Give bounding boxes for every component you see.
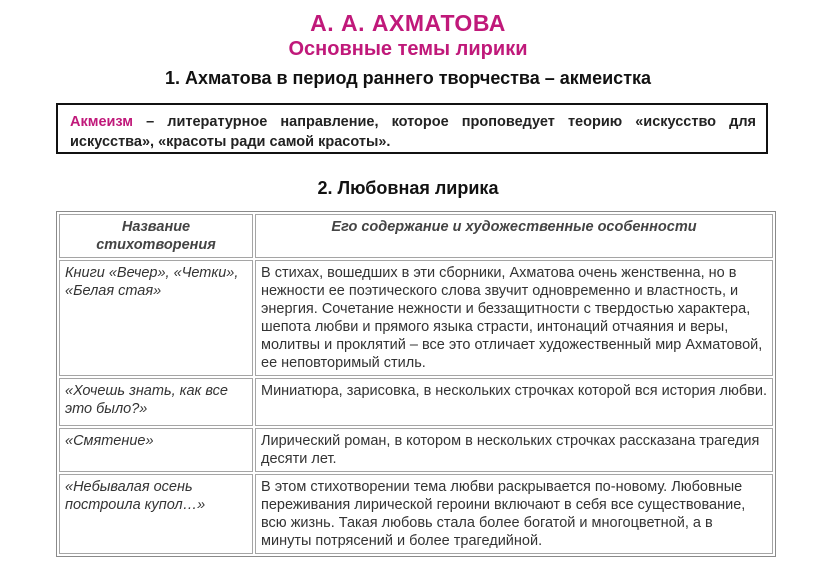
- description-cell: В стихах, вошедших в эти сборники, Ахматова очень женственна, но в нежности ее поэтического слова звучит одновременно и властность, и энергия. Сочетание нежности и беззащитности с твердостью характера, шепота любви и прямого языка страсти, интонаций отчаяния и веры, молитвы и проклятий – все это отличает художественный мир Ахматовой, ее неповторимый стиль.: [255, 260, 773, 376]
- table-header-row: [59, 214, 773, 258]
- poem-title-cell: «Хочешь знать, как все это было?»: [59, 378, 253, 426]
- definition-text: – литературное направление, которое проповедует теорию «искусство для искусства», «красоты ради самой красоты».: [70, 114, 756, 150]
- page-subtitle: Основные темы лирики: [288, 38, 528, 60]
- description-cell: В этом стихотворении тема любви раскрывается по-новому. Любовные переживания лирической героини включают в себя все существование, всю жизнь. Такая любовь стала более богатой и многоцветной, а в минуты потрясений и более трагедийной.: [255, 474, 773, 554]
- description-cell: Лирический роман, в котором в нескольких строчках рассказана трагедия десяти лет.: [255, 428, 773, 472]
- love-lyrics-table: [56, 211, 776, 557]
- poem-title-cell: «Небывалая осень построила купол…»: [59, 474, 253, 554]
- table-row: [59, 428, 773, 472]
- poem-title-cell: «Смятение»: [59, 428, 253, 472]
- page-title: А. А. АХМАТОВА: [310, 10, 506, 36]
- section-2-heading: 2. Любовная лирика: [317, 178, 499, 198]
- table-row: [59, 474, 773, 554]
- description-cell: Миниатюра, зарисовка, в нескольких строчках которой вся история любви.: [255, 378, 773, 426]
- column-header-poem: Название стихотворения: [59, 214, 253, 258]
- column-header-content: Его содержание и художественные особенности: [255, 214, 773, 258]
- section-1-heading: 1. Ахматова в период раннего творчества – акмеистка: [164, 68, 652, 88]
- definition-term: Акмеизм: [70, 114, 134, 130]
- poem-title-cell: Книги «Вечер», «Четки», «Белая стая»: [59, 260, 253, 376]
- definition-box: [56, 103, 768, 154]
- table-row: [59, 378, 773, 426]
- table-row: [59, 260, 773, 376]
